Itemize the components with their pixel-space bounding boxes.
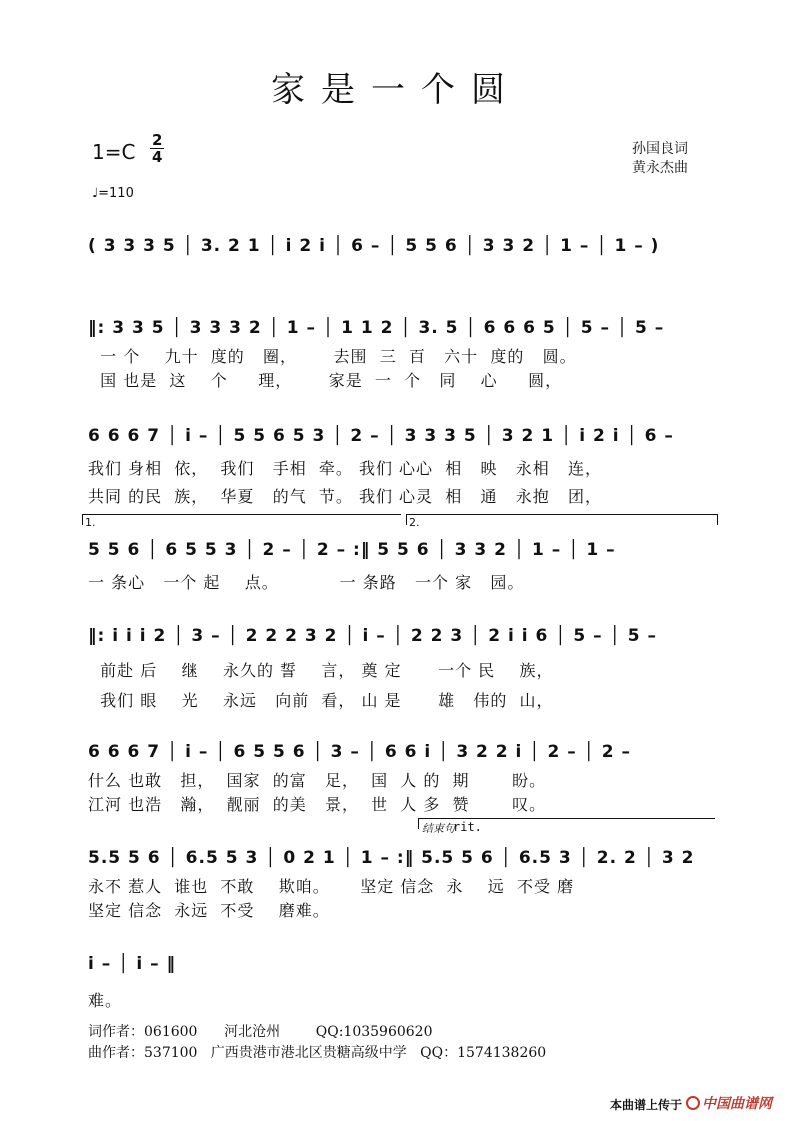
lyric-line-2-v2: 国 也是 这 个 理， 家是 一 个 同 心 圆，: [88, 371, 563, 390]
lyric-line-5-v2: 我们 眼 光 永远 向前 看， 山 是 雄 伟的 山，: [88, 691, 554, 710]
notes-line-7: 5.5 5 6 │ 6.5 5 3 │ 0 2 1 │ 1 – :‖ 5.5 5 6 │ 6.5 3 │ 2. 2 │ 3 2: [88, 848, 695, 868]
score-line-4: [88, 534, 718, 574]
notes-line-5: ‖: i i i 2 │ 3 – │ 2 2 2 3 2 │ i – │ 2 2 3 │ 2 i i 6 │ 5 – │ 5 –: [88, 626, 657, 646]
notes-line-3: 6 6 6 7 │ i – │ 5 5 6 5 3 │ 2 – │ 3 3 3 5 │ 3 2 1 │ i 2 i │ 6 –: [88, 426, 674, 446]
score-line-1: [88, 230, 718, 270]
lyric-line-6-v2: 江河 也浩 瀚， 靓丽 的美 景， 世 人 多 赞 叹。: [88, 795, 547, 814]
lyric-line-6-v1: 什么 也敢 担， 国家 的富 足， 国 人 的 期 盼。: [88, 771, 547, 790]
ending-mark: 结束句: [422, 822, 455, 835]
volta-1-label: 1.: [85, 516, 96, 529]
tempo-mark: ♩=110: [92, 186, 134, 201]
lyric-line-7-v2: 坚定 信念 永远 不受 磨难。: [88, 901, 330, 920]
notes-line-4: 5 5 6 │ 6 5 5 3 │ 2 – │ 2 – :‖ 5 5 6 │ 3 3 2 │ 1 – │ 1 –: [88, 540, 616, 560]
meter-bottom: 4: [152, 148, 163, 166]
upload-text: 本曲谱上传于: [609, 1098, 682, 1112]
notes-line-2: ‖: 3 3 5 │ 3 3 3 2 │ 1 – │ 1 1 2 │ 3. 5 │ 6 6 6 5 │ 5 – │ 5 –: [88, 318, 665, 338]
lyricist: 孙国良词: [632, 141, 688, 157]
volta-1-bracket: [82, 514, 401, 529]
rit-mark: rit.: [453, 820, 482, 834]
lyric-line-2-v1: 一 个 九十 度的 圈， 去围 三 百 六十 度的 圆。: [88, 347, 577, 366]
lyric-line-4-v1: 一 条心 一个 起 点。 一 条路 一个 家 园。: [88, 573, 525, 592]
meter-top: 2: [152, 131, 163, 149]
song-title: 家是一个圆: [271, 70, 521, 110]
volta-2-bracket: [406, 514, 718, 529]
score-line-5: [88, 620, 718, 660]
score-line-8: [88, 948, 268, 988]
notes-line-8: i – │ i – ‖: [88, 954, 176, 974]
site-logo[interactable]: 中国曲谱网: [702, 1096, 772, 1112]
lyric-line-8-v1: 难。: [88, 991, 123, 1010]
time-signature: [150, 132, 164, 165]
lyric-line-3-v2: 共同 的民 族， 华夏 的气 节。 我们 心灵 相 通 永抱 团，: [88, 487, 602, 506]
footer-composer-info: 曲作者：537100 广西贵港市港北区贵糖高级中学 QQ：1574138260: [88, 1045, 547, 1061]
site-logo-icon: [686, 1096, 700, 1110]
notes-line-1: ( 3 3 3 5 │ 3. 2 1 │ i 2 i │ 6 – │ 5 5 6 │ 3 3 2 │ 1 – │ 1 – ): [88, 236, 660, 256]
credits: [632, 140, 688, 178]
lyric-line-3-v1: 我们 身相 依， 我们 手相 牵。 我们 心心 相 映 永相 连，: [88, 459, 602, 478]
footer-lyricist-info: 词作者：061600 河北沧州 QQ:1035960620: [88, 1024, 433, 1040]
notes-line-6: 6 6 6 7 │ i – │ 6 5 5 6 │ 3 – │ 6 6 i │ 3 2 2 i │ 2 – │ 2 –: [88, 742, 632, 762]
score-line-3: [88, 420, 718, 460]
lyric-line-5-v1: 前赴 后 继 永久的 誓 言， 奠 定 一个 民 族，: [88, 661, 554, 680]
composer: 黄永杰曲: [632, 160, 688, 176]
ending-bracket: [418, 818, 715, 835]
volta-2-label: 2.: [409, 516, 420, 529]
lyric-line-7-v1: 永不 惹人 谁也 不敢 欺咱。 坚定 信念 永 远 不受 磨: [88, 877, 575, 896]
key-signature: 1=C: [92, 140, 136, 164]
